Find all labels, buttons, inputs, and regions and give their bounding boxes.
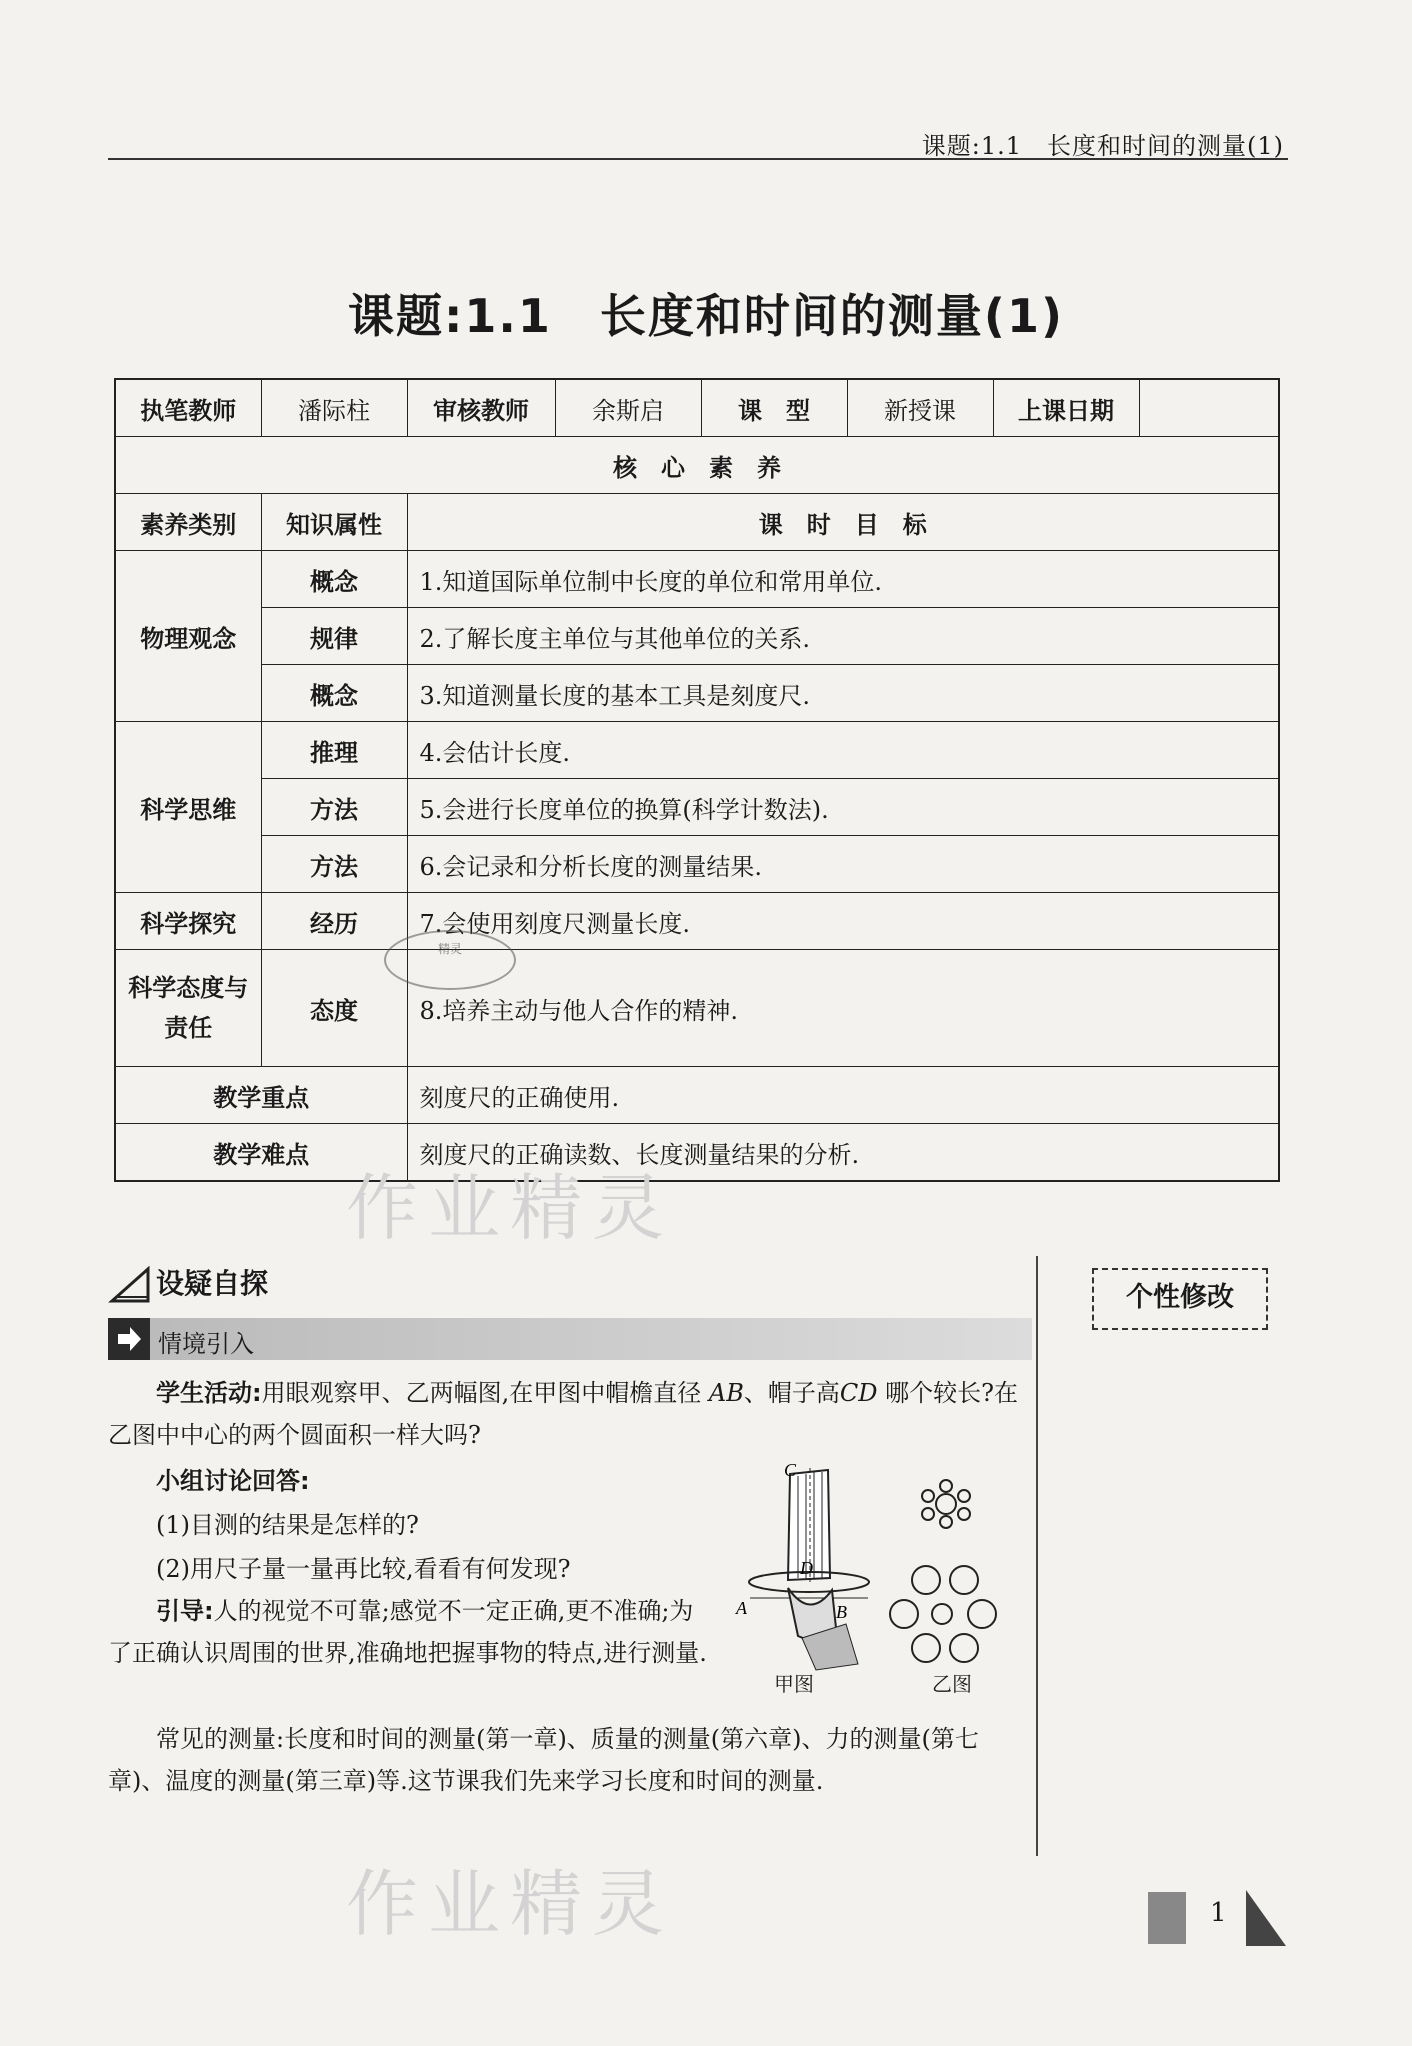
col-category: 素养类别 bbox=[115, 494, 261, 551]
figure bbox=[728, 1458, 1018, 1712]
running-header-text: 课题:1.1 长度和时间的测量(1) bbox=[921, 132, 1284, 160]
section-heading bbox=[108, 1262, 268, 1305]
student-activity bbox=[108, 1372, 1026, 1456]
hat-figure bbox=[728, 1458, 1018, 1708]
triangle-ruler-icon bbox=[108, 1265, 152, 1305]
guide bbox=[108, 1590, 708, 1674]
key-point-label: 教学重点 bbox=[115, 1067, 407, 1124]
arrow-icon bbox=[108, 1318, 150, 1360]
core-heading: 核 心 素 养 bbox=[115, 437, 1279, 494]
label-b: B bbox=[836, 1602, 847, 1622]
attribute-cell: 概念 bbox=[261, 665, 407, 722]
intro-bar-label: 情境引入 bbox=[158, 1330, 254, 1358]
running-header bbox=[108, 126, 1288, 160]
guide-label: 引导: bbox=[156, 1597, 214, 1625]
attribute-cell: 方法 bbox=[261, 779, 407, 836]
label-a: A bbox=[736, 1598, 747, 1618]
stamp bbox=[384, 930, 516, 990]
attribute-cell: 规律 bbox=[261, 608, 407, 665]
type-value: 新授课 bbox=[847, 379, 993, 437]
column-divider bbox=[1036, 1256, 1038, 1856]
attribute-cell: 方法 bbox=[261, 836, 407, 893]
student-activity-text: 、帽子高 bbox=[743, 1379, 840, 1407]
label-cd: CD bbox=[839, 1379, 878, 1407]
col-goal: 课 时 目 标 bbox=[407, 494, 1279, 551]
student-activity-label: 学生活动: bbox=[156, 1379, 262, 1407]
category-cell: 科学思维 bbox=[115, 722, 261, 893]
goal-cell: 3.知道测量长度的基本工具是刻度尺. bbox=[407, 665, 1279, 722]
page-number: 1 bbox=[1210, 1898, 1227, 1928]
author-label: 执笔教师 bbox=[115, 379, 261, 437]
group-discussion-label bbox=[156, 1460, 310, 1502]
category-cell: 科学探究 bbox=[115, 893, 261, 950]
key-point-value: 刻度尺的正确使用. bbox=[407, 1067, 1279, 1124]
goal-cell: 2.了解长度主单位与其他单位的关系. bbox=[407, 608, 1279, 665]
col-attribute: 知识属性 bbox=[261, 494, 407, 551]
student-activity-text: 哪个较长?在乙图中中心的两个圆面积一样大吗? bbox=[108, 1379, 1018, 1449]
question-1: (1)目测的结果是怎样的? bbox=[156, 1511, 419, 1539]
label-d: D bbox=[800, 1558, 813, 1578]
goal-cell: 1.知道国际单位制中长度的单位和常用单位. bbox=[407, 551, 1279, 608]
personal-notes-box: 个性修改 bbox=[1092, 1268, 1268, 1330]
question-2: (2)用尺子量一量再比较,看看有何发现? bbox=[156, 1555, 571, 1583]
group-label: 小组讨论回答: bbox=[156, 1467, 310, 1495]
goal-cell: 7.会使用刻度尺测量长度. bbox=[407, 893, 1279, 950]
intro-bar bbox=[108, 1318, 1032, 1360]
watermark: 作业精灵 bbox=[346, 1862, 675, 1946]
difficulty-label: 教学难点 bbox=[115, 1124, 407, 1182]
core-literacy-table bbox=[114, 378, 1280, 1182]
goal-cell: 8.培养主动与他人合作的精神. bbox=[407, 950, 1279, 1067]
page-tab bbox=[1148, 1892, 1186, 1944]
goal-cell: 5.会进行长度单位的换算(科学计数法). bbox=[407, 779, 1279, 836]
page-title: 课题:1.1 长度和时间的测量(1) bbox=[348, 289, 1064, 343]
student-activity-text: 用眼观察甲、乙两幅图,在甲图中帽檐直径 bbox=[261, 1379, 702, 1407]
author-value: 潘际柱 bbox=[261, 379, 407, 437]
goal-cell: 4.会估计长度. bbox=[407, 722, 1279, 779]
attribute-cell: 推理 bbox=[261, 722, 407, 779]
difficulty-value: 刻度尺的正确读数、长度测量结果的分析. bbox=[407, 1124, 1279, 1182]
reviewer-value: 余斯启 bbox=[555, 379, 701, 437]
figure-caption-right: 乙图 bbox=[932, 1672, 972, 1696]
section-title: 设疑自探 bbox=[156, 1267, 269, 1300]
attribute-cell: 经历 bbox=[261, 893, 407, 950]
guide-text: 人的视觉不可靠;感觉不一定正确,更不准确;为了正确认识周围的世界,准确地把握事物的特点,进行测量. bbox=[108, 1597, 707, 1667]
label-ab: AB bbox=[708, 1379, 744, 1407]
date-value bbox=[1139, 379, 1279, 437]
category-cell: 科学态度与责任 bbox=[115, 950, 261, 1067]
page-corner-icon bbox=[1246, 1890, 1286, 1946]
category-cell: 物理观念 bbox=[115, 551, 261, 722]
stamp-text: 精灵 bbox=[437, 942, 462, 956]
common-measurement: 常见的测量:长度和时间的测量(第一章)、质量的测量(第六章)、力的测量(第七章)、温度的测量(第三章)等.这节课我们先来学习长度和时间的测量. bbox=[108, 1725, 979, 1795]
type-label: 课 型 bbox=[701, 379, 847, 437]
reviewer-label: 审核教师 bbox=[407, 379, 555, 437]
date-label: 上课日期 bbox=[993, 379, 1139, 437]
info-row bbox=[115, 379, 1279, 437]
watermark: 作业精灵 bbox=[346, 1166, 675, 1250]
figure-caption-left: 甲图 bbox=[774, 1672, 814, 1696]
goal-cell: 6.会记录和分析长度的测量结果. bbox=[407, 836, 1279, 893]
attribute-cell: 概念 bbox=[261, 551, 407, 608]
attribute-cell: 态度 bbox=[261, 950, 407, 1067]
label-c: C bbox=[784, 1460, 797, 1480]
